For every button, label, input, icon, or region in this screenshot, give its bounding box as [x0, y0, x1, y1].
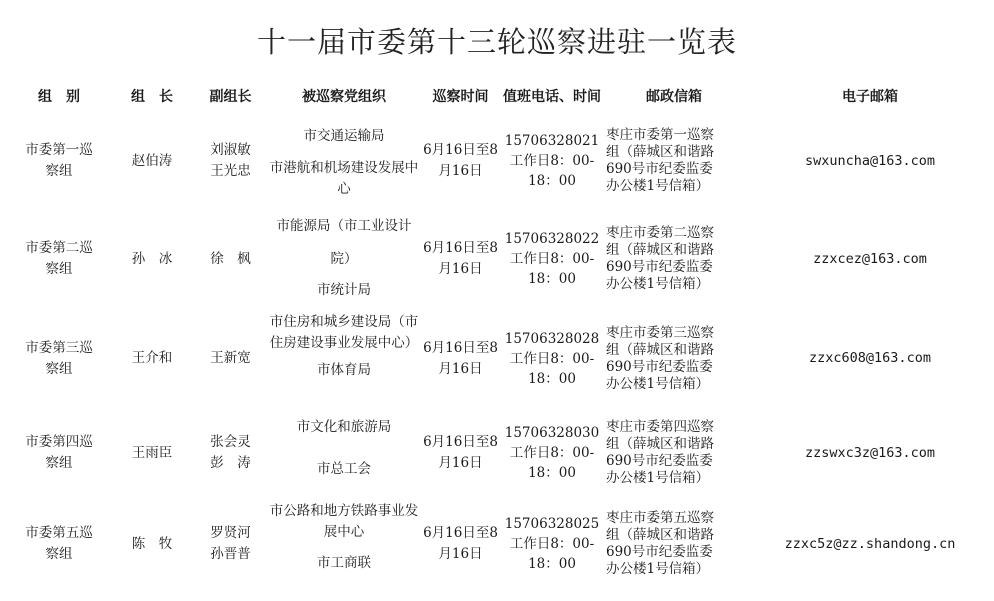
email-cell — [746, 499, 994, 589]
duty-cell — [502, 310, 602, 407]
duty-hours: 工作日8：00-18：00 — [509, 445, 595, 481]
deputy-cell — [192, 407, 269, 499]
email-cell — [746, 114, 994, 208]
period-text: 6月16日至8月16日 — [423, 525, 498, 562]
period-text: 6月16日至8月16日 — [423, 434, 498, 471]
period-text: 6月16日至8月16日 — [423, 142, 498, 179]
unit-primary: 市能源局（市工业设计院） — [276, 218, 412, 267]
deputy-names: 张会灵 彭 涛 — [210, 434, 251, 471]
unit-primary: 市文化和旅游局 — [296, 419, 392, 435]
group-cell — [6, 114, 112, 208]
unit-secondary: 市总工会 — [317, 461, 371, 477]
deputy-names: 罗贤河 孙晋普 — [210, 525, 251, 562]
period-cell — [419, 310, 502, 407]
duty-phone: 15706328028 — [504, 330, 600, 347]
page-title: 十一届市委第十三轮巡察进驻一览表 — [256, 25, 737, 59]
unit-primary: 市住房和城乡建设局（市住房建设事业发展中心） — [269, 314, 419, 351]
mail-cell — [602, 407, 746, 499]
group-cell — [6, 208, 112, 310]
leader-cell: 赵伯涛 — [131, 152, 173, 169]
leader-cell: 王雨臣 — [131, 444, 173, 461]
period-cell — [419, 114, 502, 208]
duty-phone: 15706328025 — [504, 516, 600, 532]
email-address[interactable]: zzxc608@163.com — [809, 350, 931, 366]
units-cell — [269, 114, 419, 208]
email-cell — [746, 407, 994, 499]
table-row — [6, 114, 994, 208]
unit-secondary: 市港航和机场建设发展中心 — [269, 160, 419, 197]
period-cell — [419, 407, 502, 499]
duty-hours: 工作日8：00-18：00 — [509, 251, 595, 287]
group-cell — [6, 499, 112, 589]
duty-cell — [502, 499, 602, 589]
units-cell — [269, 407, 419, 499]
leader-cell: 孙 冰 — [131, 250, 173, 267]
period-text: 6月16日至8月16日 — [423, 339, 498, 377]
duty-cell — [502, 114, 602, 208]
group-name: 市委第一巡察组 — [25, 142, 93, 179]
email-address[interactable]: zzxc5z@zz.shandong.cn — [784, 535, 956, 552]
header-leader: 组 长 — [131, 89, 173, 105]
mail-cell — [602, 208, 746, 310]
unit-secondary: 市统计局 — [317, 282, 371, 298]
email-address[interactable]: swxuncha@163.com — [804, 152, 936, 169]
table-row — [6, 407, 994, 499]
mail-address: 枣庄市委第一巡察组（薛城区和谐路690号市纪委监委办公楼1号信箱） — [606, 127, 714, 194]
unit-secondary: 市体育局 — [317, 362, 371, 378]
mail-address: 枣庄市委第五巡察组（薛城区和谐路690号市纪委监委办公楼1号信箱） — [606, 510, 714, 577]
table-row — [6, 310, 994, 407]
mail-address: 枣庄市委第四巡察组（薛城区和谐路690号市纪委监委办公楼1号信箱） — [606, 419, 714, 486]
duty-cell — [502, 208, 602, 310]
leader-cell: 王介和 — [131, 350, 173, 366]
group-cell — [6, 310, 112, 407]
deputy-cell — [192, 499, 269, 589]
header-deputy: 副组长 — [209, 89, 252, 105]
group-name: 市委第四巡察组 — [25, 434, 93, 471]
email-cell — [746, 208, 994, 310]
unit-secondary: 市工商联 — [317, 555, 371, 571]
unit-primary: 市交通运输局 — [303, 128, 385, 144]
group-name: 市委第三巡察组 — [25, 339, 93, 377]
mail-address: 枣庄市委第三巡察组（薛城区和谐路690号市纪委监委办公楼1号信箱） — [606, 324, 714, 392]
duty-hours: 工作日8：00-18：00 — [509, 350, 595, 387]
group-cell — [6, 407, 112, 499]
period-cell — [419, 499, 502, 589]
deputy-cell — [192, 114, 269, 208]
header-email: 电子邮箱 — [842, 89, 898, 105]
units-cell — [269, 208, 419, 310]
header-mail: 邮政信箱 — [646, 89, 702, 105]
duty-phone: 15706328022 — [504, 231, 600, 247]
period-cell — [419, 208, 502, 310]
email-address[interactable]: zzxcez@163.com — [813, 250, 927, 267]
header-units: 被巡察党组织 — [302, 89, 386, 105]
email-address[interactable]: zzswxc3z@163.com — [804, 444, 936, 461]
header-period: 巡察时间 — [432, 89, 489, 105]
email-cell — [746, 310, 994, 407]
header-row — [6, 78, 994, 114]
deputy-names: 刘淑敏 王光忠 — [210, 142, 251, 179]
mail-cell — [602, 499, 746, 589]
duty-hours: 工作日8：00-18：00 — [509, 153, 595, 189]
mail-address: 枣庄市委第二巡察组（薛城区和谐路690号市纪委监委办公楼1号信箱） — [606, 225, 714, 292]
period-text: 6月16日至8月16日 — [423, 240, 498, 277]
mail-cell — [602, 114, 746, 208]
deputy-cell: 王新宽 — [210, 350, 251, 366]
units-cell — [269, 499, 419, 589]
duty-phone: 15706328021 — [504, 133, 600, 149]
header-group: 组 别 — [38, 89, 80, 105]
deputy-cell: 徐 枫 — [210, 250, 251, 267]
group-name: 市委第五巡察组 — [25, 525, 93, 562]
duty-cell — [502, 407, 602, 499]
table-row — [6, 499, 994, 589]
leader-cell: 陈 牧 — [131, 535, 173, 552]
unit-primary: 市公路和地方铁路事业发展中心 — [269, 503, 419, 540]
duty-hours: 工作日8：00-18：00 — [509, 536, 595, 572]
group-name: 市委第二巡察组 — [25, 240, 93, 277]
units-cell — [269, 310, 419, 407]
table-row — [6, 208, 994, 310]
inspection-roster-table — [6, 78, 994, 589]
mail-cell — [602, 310, 746, 407]
header-duty: 值班电话、时间 — [503, 89, 601, 105]
duty-phone: 15706328030 — [504, 425, 600, 441]
